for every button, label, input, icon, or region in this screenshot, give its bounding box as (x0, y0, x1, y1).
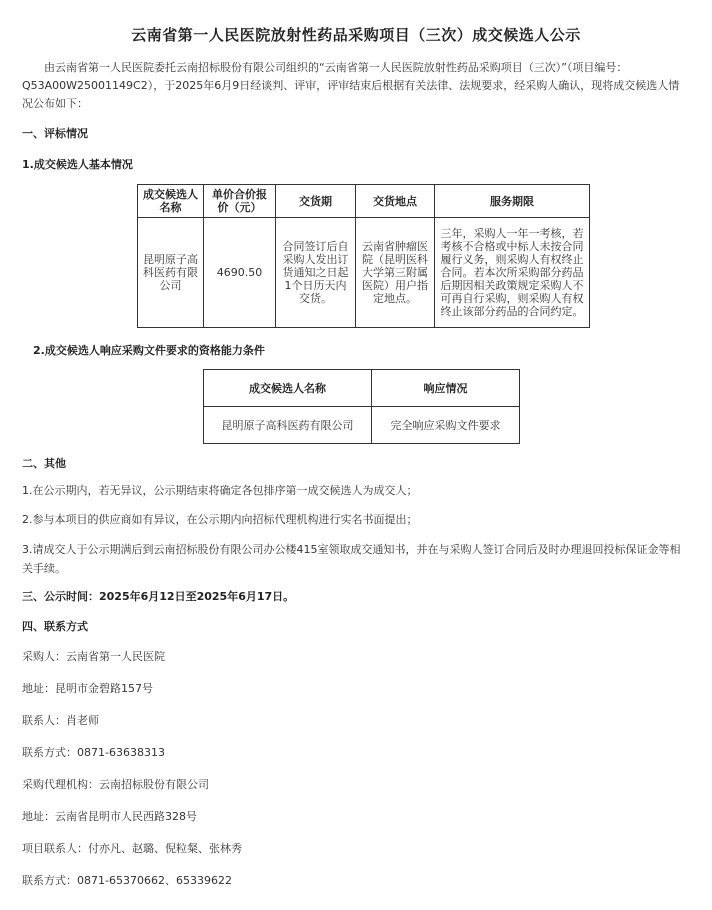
candidate-basic-table (137, 184, 590, 328)
other-item: 2.参与本项目的供应商如有异议，在公示期内向招标代理机构进行实名书面提出； (22, 513, 418, 526)
contact-project-persons: 项目联系人：付亦凡、赵璐、倪粒粲、张林秀 (22, 842, 242, 855)
contact-person: 联系人：肖老师 (22, 714, 99, 727)
section1-heading: 一、评标情况 (22, 127, 88, 140)
section4-heading: 四、联系方式 (22, 620, 88, 633)
col-header-name: 成交候选人名称 (138, 185, 204, 218)
table-row (204, 407, 520, 444)
cell-response: 完全响应采购文件要求 (372, 407, 520, 444)
page-title: 云南省第一人民医院放射性药品采购项目（三次）成交候选人公示 (131, 26, 581, 44)
cell-delivery-place: 云南省肿瘤医院（昆明医科大学第三附属医院）用户指定地点。 (356, 218, 435, 328)
col-header-delivery-time: 交货期 (276, 185, 356, 218)
section3-line (22, 588, 690, 604)
publicity-time-value: 2025年6月12日至2025年6月17日。 (99, 590, 295, 603)
other-item: 3.请成交人于公示期满后到云南招标股份有限公司办公楼415室领取成交通知书，并在与采购人签订合同后及时办理退回投标保证金等相关手续。 (22, 543, 681, 575)
cell-candidate-name: 昆明原子高科医药有限公司 (204, 407, 372, 444)
table-header-row (204, 370, 520, 407)
qualification-table (203, 369, 520, 444)
col-header-delivery-place: 交货地点 (356, 185, 435, 218)
contact-phone: 联系方式：0871-63638313 (22, 746, 165, 759)
contact-agency-phone: 联系方式：0871-65370662、65339622 (22, 874, 232, 887)
table-row (138, 218, 590, 328)
col-header-service-period: 服务期限 (435, 185, 590, 218)
section2-heading: 二、其他 (22, 457, 66, 470)
contact-address: 地址：昆明市金碧路157号 (22, 682, 153, 695)
cell-delivery-time: 合同签订后自采购人发出订货通知之日起1个日历天内交货。 (276, 218, 356, 328)
section1-sub2-heading: 2.成交候选人响应采购文件要求的资格能力条件 (33, 344, 265, 357)
contact-agency-address: 地址：云南省昆明市人民西路328号 (22, 810, 197, 823)
cell-candidate-name: 昆明原子高科医药有限公司 (138, 218, 204, 328)
col-header-price: 单价合价报价（元） (204, 185, 276, 218)
publicity-time-label: 三、公示时间： (22, 590, 99, 603)
cell-price: 4690.50 (204, 218, 276, 328)
intro-paragraph: 由云南省第一人民医院委托云南招标股份有限公司组织的“云南省第一人民医院放射性药品采购项目（三次）”（项目编号：Q53A00W25001149C2），于2025年6月9日经谈判、评审，评审结束后根据有关法律、法规要求，经采购人确认，现将成交候选人情况公布如下： (22, 61, 680, 110)
contact-agency: 采购代理机构：云南招标股份有限公司 (22, 778, 209, 791)
other-item: 1.在公示期内，若无异议，公示期结束将确定各包排序第一成交候选人为成交人； (22, 484, 418, 497)
cell-service-period: 三年，采购人一年一考核，若考核不合格或中标人未按合同履行义务，则采购人有权终止合同。若本次所采购部分药品后期因相关政策规定采购人不可再自行采购，则采购人有权终止该部分药品的合同约定。 (435, 218, 590, 328)
section1-sub1-heading: 1.成交候选人基本情况 (22, 158, 133, 171)
table-header-row (138, 185, 590, 218)
col-header-name: 成交候选人名称 (204, 370, 372, 407)
announcement-page (0, 24, 712, 910)
contact-purchaser: 采购人：云南省第一人民医院 (22, 650, 165, 663)
col-header-response: 响应情况 (372, 370, 520, 407)
